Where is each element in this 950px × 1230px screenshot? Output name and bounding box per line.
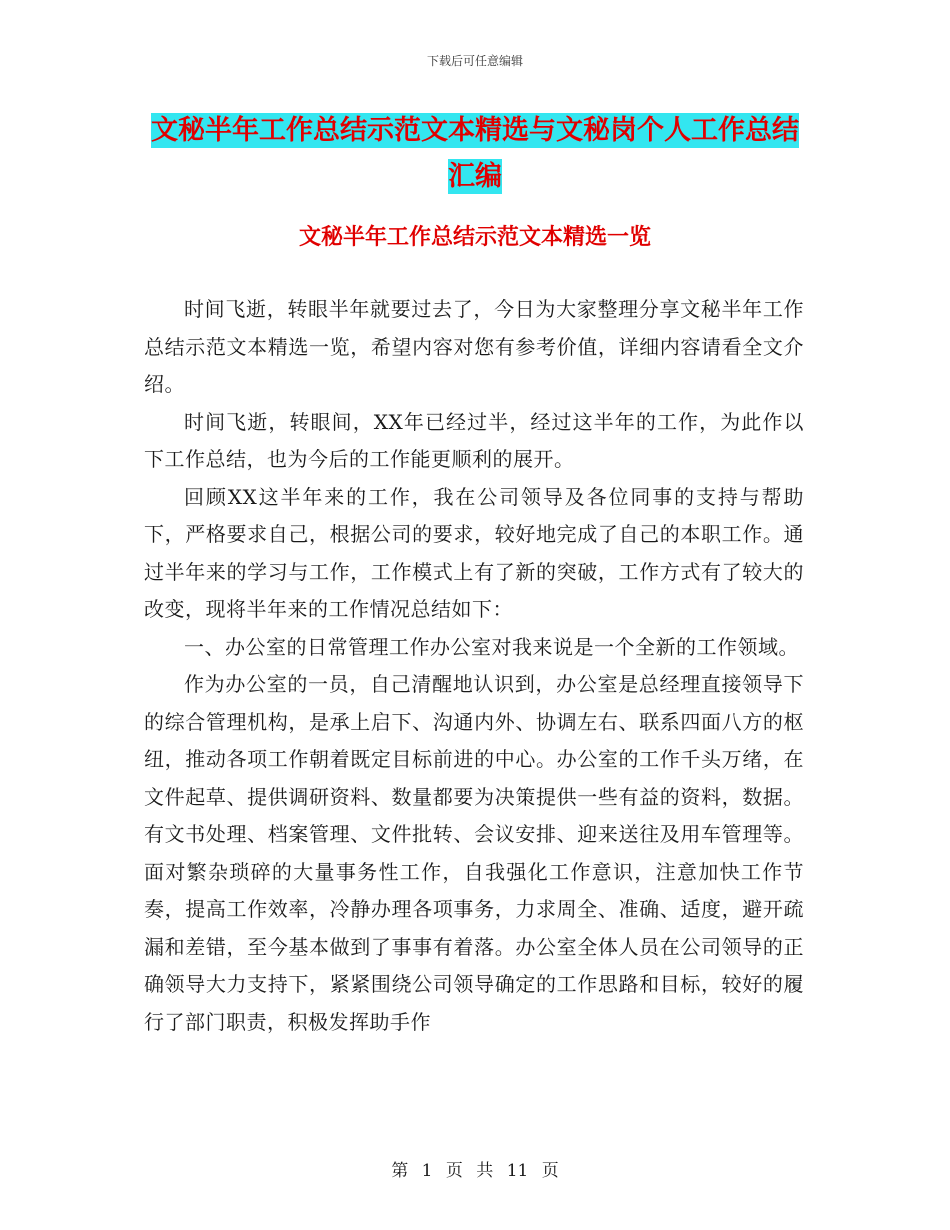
paragraph: 回顾XX这半年来的工作，我在公司领导及各位同事的支持与帮助下，严格要求自己，根据公司的要求，较好地完成了自己的本职工作。通过半年来的学习与工作，工作模式上有了新的突破，工作方式有了较大的改变，现将半年来的工作情况总结如下： [144, 484, 804, 621]
paragraph: 时间飞逝，转眼半年就要过去了，今日为大家整理分享文秘半年工作总结示范文本精选一览，希望内容对您有参考价值，详细内容请看全文介绍。 [144, 297, 804, 396]
document-title-text: 文秘半年工作总结示范文本精选与文秘岗个人工作总结汇编 [151, 115, 799, 192]
document-title [140, 108, 810, 200]
paragraph: 一、办公室的日常管理工作办公室对我来说是一个全新的工作领域。 [184, 634, 799, 659]
header-note: 下载后可任意编辑 [426, 54, 523, 68]
section-title: 文秘半年工作总结示范文本精选一览 [298, 225, 651, 250]
paragraph: 作为办公室的一员，自己清醒地认识到，办公室是总经理直接领导下的综合管理机构，是承上启下、沟通内外、协调左右、联系四面八方的枢纽，推动各项工作朝着既定目标前进的中心。办公室的工作千头万绪，在文件起草、提供调研资料、数量都要为决策提供一些有益的资料，数据。有文书处理、档案管理、文件批转、会议安排、迎来送往及用车管理等。面对繁杂琐碎的大量事务性工作，自我强化工作意识，注意加快工作节奏，提高工作效率，冷静办理各项事务，力求周全、准确、适度，避开疏漏和差错，至今基本做到了事事有着落。办公室全体人员在公司领导的正确领导大力支持下，紧紧围绕公司领导确定的工作思路和目标，较好的履行了部门职责，积极发挥助手作 [144, 672, 804, 1034]
paragraph: 时间飞逝，转眼间，XX年已经过半，经过这半年的工作，为此作以下工作总结，也为今后的工作能更顺利的展开。 [144, 409, 804, 471]
body-text [144, 291, 804, 1041]
page-number: 第 1 页 共 11 页 [391, 1161, 559, 1181]
